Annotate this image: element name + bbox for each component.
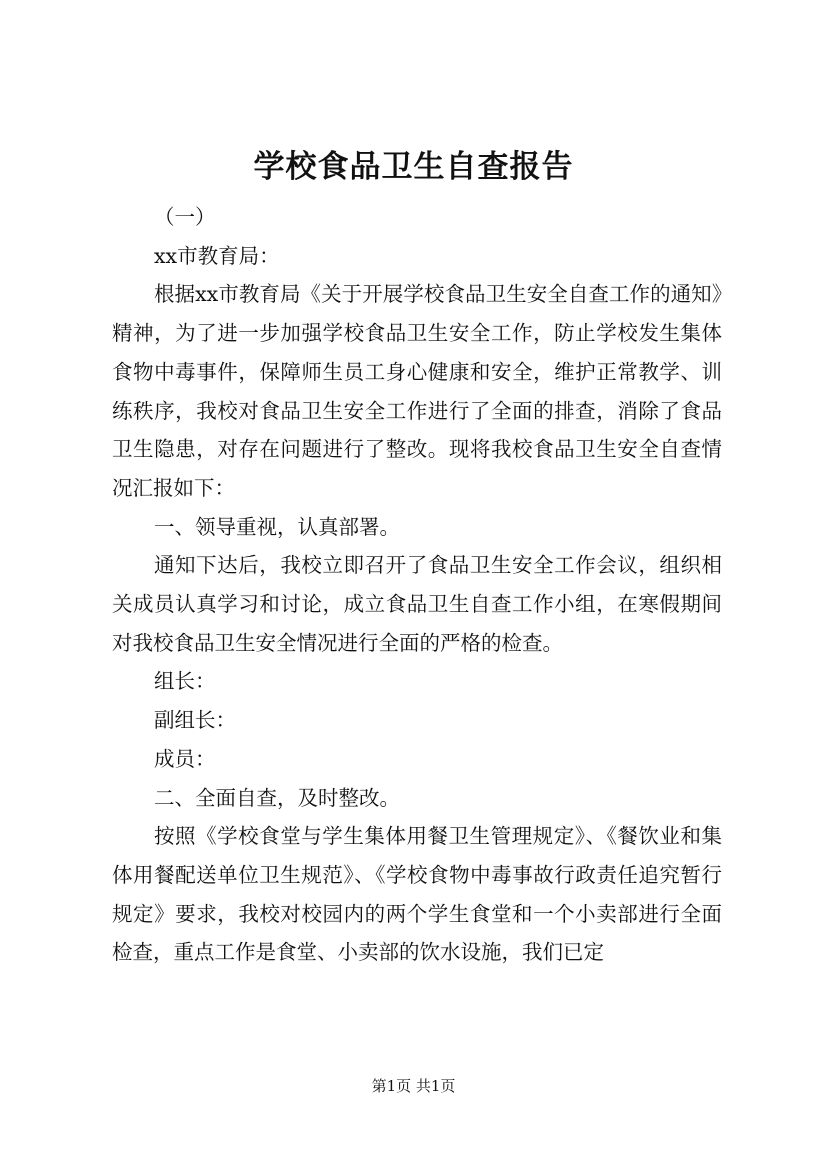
document-title: 学校食品卫生自查报告: [253, 149, 574, 185]
addressee: xx市教育局：: [154, 243, 280, 268]
page-footer: 第1页 共1页: [371, 1077, 456, 1095]
line-deputy-leader: 副组长：: [154, 708, 236, 733]
paragraph-inspection: 按照《学校食堂与学生集体用餐卫生管理规定》、《餐饮业和集体用餐配送单位卫生规范》、《学校食物中毒事故行政责任追究暂行规定》要求，我校对校园内的两个学生食堂和一个小卖部进行全面检查，重点工作是食堂、小卖部的饮水设施，我们已定: [112, 824, 722, 965]
section-number: （一）: [154, 205, 216, 229]
line-leader: 组长：: [154, 669, 216, 694]
paragraph-intro: 根据xx市教育局《关于开展学校食品卫生安全自查工作的通知》精神，为了进一步加强学校食品卫生安全工作，防止学校发生集体食物中毒事件，保障师生员工身心健康和安全，维护正常教学、训练秩序，我校对食品卫生安全工作进行了全面的排查，消除了食品卫生隐患，对存在问题进行了整改。现将我校食品卫生安全自查情况汇报如下：: [112, 282, 722, 500]
document-body: [112, 198, 722, 972]
line-members: 成员：: [154, 746, 216, 771]
heading-inspection: 二、全面自查，及时整改。: [154, 785, 400, 810]
paragraph-leadership: 通知下达后，我校立即召开了食品卫生安全工作会议，组织相关成员认真学习和讨论，成立食品卫生自查工作小组，在寒假期间对我校食品卫生安全情况进行全面的严格的检查。: [112, 553, 722, 655]
heading-leadership: 一、领导重视，认真部署。: [154, 514, 400, 539]
